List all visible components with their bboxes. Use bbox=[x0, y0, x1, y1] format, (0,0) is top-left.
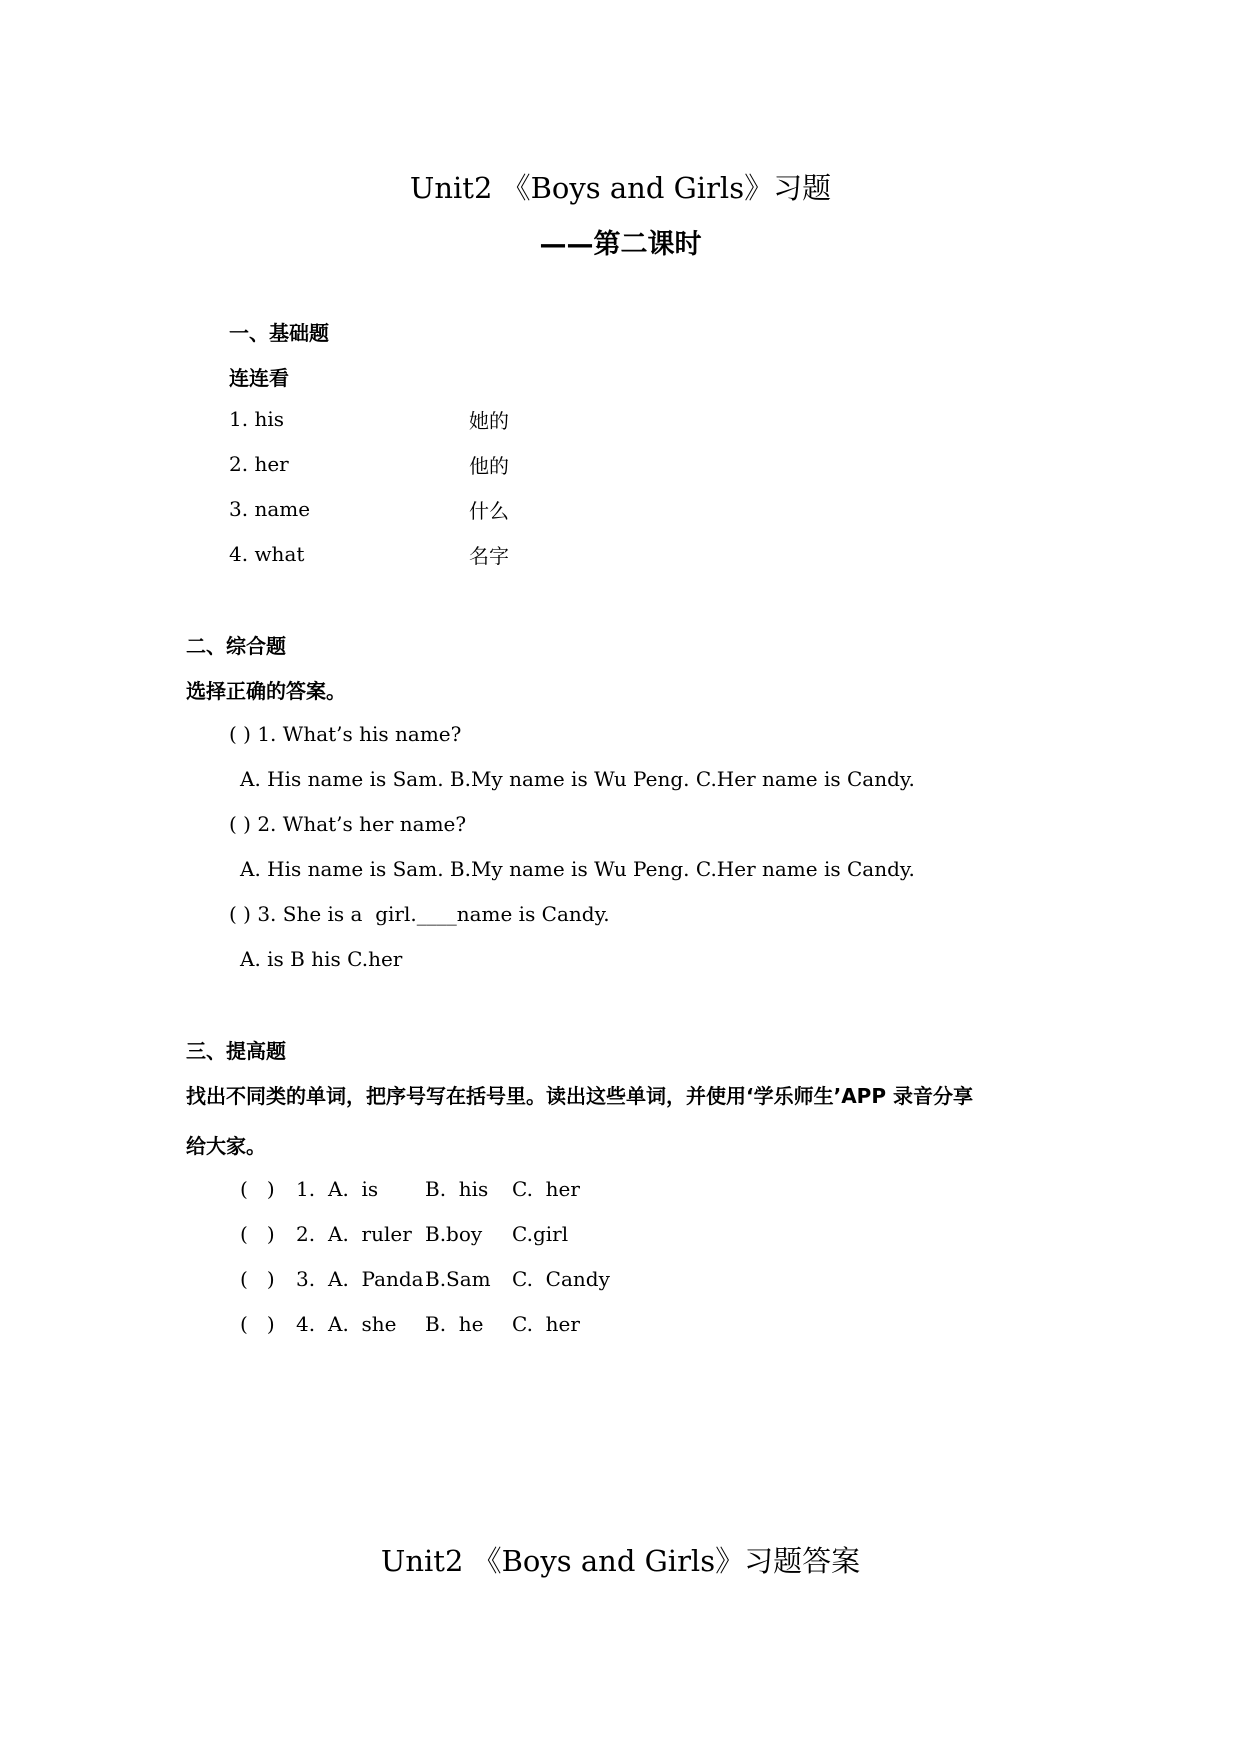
question-line-3: ( ) 3. She is a girl.____name is Candy. bbox=[229, 902, 610, 926]
item-b-3: B.Sam bbox=[425, 1267, 491, 1291]
match-left-1: 1. his bbox=[229, 407, 284, 431]
item-paren-3: ( ) bbox=[240, 1267, 275, 1291]
match-right-4: 名字 bbox=[469, 544, 509, 568]
item-a-2: A. ruler bbox=[328, 1222, 412, 1246]
item-a-3: A. Panda bbox=[328, 1267, 424, 1291]
match-left-3: 3. name bbox=[229, 497, 311, 521]
item-a-4: A. she bbox=[328, 1312, 397, 1336]
section3-heading: 三、提高题 bbox=[186, 1039, 286, 1063]
page-subtitle: ——第二课时 bbox=[539, 229, 702, 260]
item-b-2: B.boy bbox=[425, 1222, 483, 1246]
item-num-3: 3. bbox=[296, 1267, 316, 1291]
answer-title: Unit2 《Boys and Girls》习题答案 bbox=[380, 1544, 861, 1578]
section2-instruction: 选择正确的答案。 bbox=[186, 679, 346, 703]
match-right-3: 什么 bbox=[469, 499, 509, 523]
question-line-1: ( ) 1. What’s his name? bbox=[229, 722, 462, 746]
match-left-2: 2. her bbox=[229, 452, 289, 476]
item-c-3: C. Candy bbox=[512, 1267, 610, 1291]
item-paren-2: ( ) bbox=[240, 1222, 275, 1246]
item-c-2: C.girl bbox=[512, 1222, 569, 1246]
item-c-1: C. her bbox=[512, 1177, 580, 1201]
item-b-4: B. he bbox=[425, 1312, 484, 1336]
options-line-2: A. His name is Sam. B.My name is Wu Peng. C.Her name is Candy. bbox=[240, 857, 915, 881]
section3-instruction-line1: 找出不同类的单词，把序号写在括号里。读出这些单词，并使用‘学乐师生’APP 录音分享 bbox=[186, 1084, 973, 1108]
item-c-4: C. her bbox=[512, 1312, 580, 1336]
match-right-1: 她的 bbox=[469, 409, 509, 433]
item-b-1: B. his bbox=[425, 1177, 489, 1201]
options-line-3: A. is B his C.her bbox=[240, 947, 403, 971]
section1-instruction: 连连看 bbox=[229, 366, 289, 390]
item-paren-1: ( ) bbox=[240, 1177, 275, 1201]
options-line-1: A. His name is Sam. B.My name is Wu Peng. C.Her name is Candy. bbox=[240, 767, 915, 791]
match-right-2: 他的 bbox=[469, 454, 509, 478]
item-num-4: 4. bbox=[296, 1312, 316, 1336]
item-num-2: 2. bbox=[296, 1222, 316, 1246]
question-line-2: ( ) 2. What’s her name? bbox=[229, 812, 467, 836]
section1-heading: 一、基础题 bbox=[229, 321, 329, 345]
item-a-1: A. is bbox=[328, 1177, 379, 1201]
section2-heading: 二、综合题 bbox=[186, 634, 286, 658]
page-title: Unit2 《Boys and Girls》习题 bbox=[409, 171, 832, 205]
item-num-1: 1. bbox=[296, 1177, 316, 1201]
match-left-4: 4. what bbox=[229, 542, 305, 566]
section3-instruction-line2: 给大家。 bbox=[186, 1134, 266, 1158]
item-paren-4: ( ) bbox=[240, 1312, 275, 1336]
